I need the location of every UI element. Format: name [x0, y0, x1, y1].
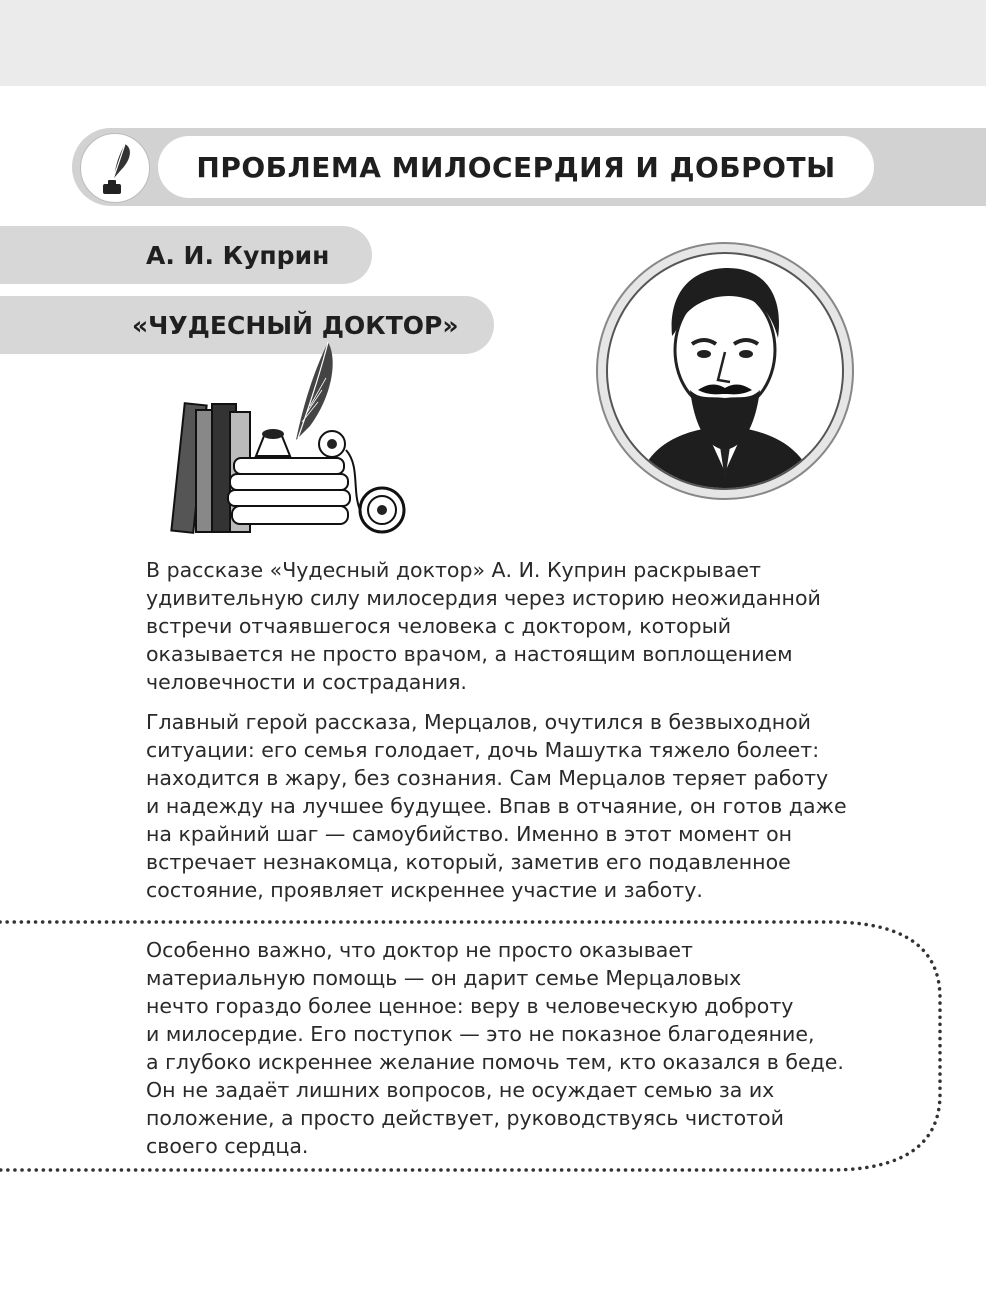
section-title-pill [158, 136, 874, 198]
work-title: «ЧУДЕСНЫЙ ДОКТОР» [132, 310, 459, 340]
paragraph-highlight: Особенно важно, что доктор не просто оказывает материальную помощь — он дарит семье Мерцаловых нечто гораздо более ценное: веру в человеческую доброту и милосердие. Его поступок — это не показное благодеяние, а глубоко искреннее желание помочь тем, кто оказался в беде. Он не задаёт лишних вопросов, не осуждает семью за их положение, а просто действует, руководствуясь чистотой своего сердца. [146, 938, 844, 1158]
books-and-quill-illustration [160, 340, 420, 540]
paragraph-plot: Главный герой рассказа, Мерцалов, очутился в безвыходной ситуации: его семья голодает, дочь Машутка тяжело болеет: находится в жару, без сознания. Сам Мерцалов теряет работу и надежду на лучшее будущее. Впав в отчаяние, он готов даже на крайний шаг — самоубийство. Именно в этот момент он встречает незнакомца, который, заметив его подавленное состояние, проявляет искреннее участие и заботу. [146, 710, 847, 902]
section-title: ПРОБЛЕМА МИЛОСЕРДИЯ И ДОБРОТЫ [196, 150, 836, 184]
author-name: А. И. Куприн [146, 240, 330, 270]
quill-inkwell-icon [80, 133, 150, 203]
paragraph-intro: В рассказе «Чудесный доктор» А. И. Куприн раскрывает удивительную силу милосердия через историю неожиданной встречи отчаявшегося человека с доктором, который оказывается не просто врачом, а настоящим воплощением человечности и сострадания. [146, 558, 821, 694]
author-tag [0, 226, 372, 284]
top-band [0, 0, 986, 86]
author-portrait [594, 240, 856, 502]
